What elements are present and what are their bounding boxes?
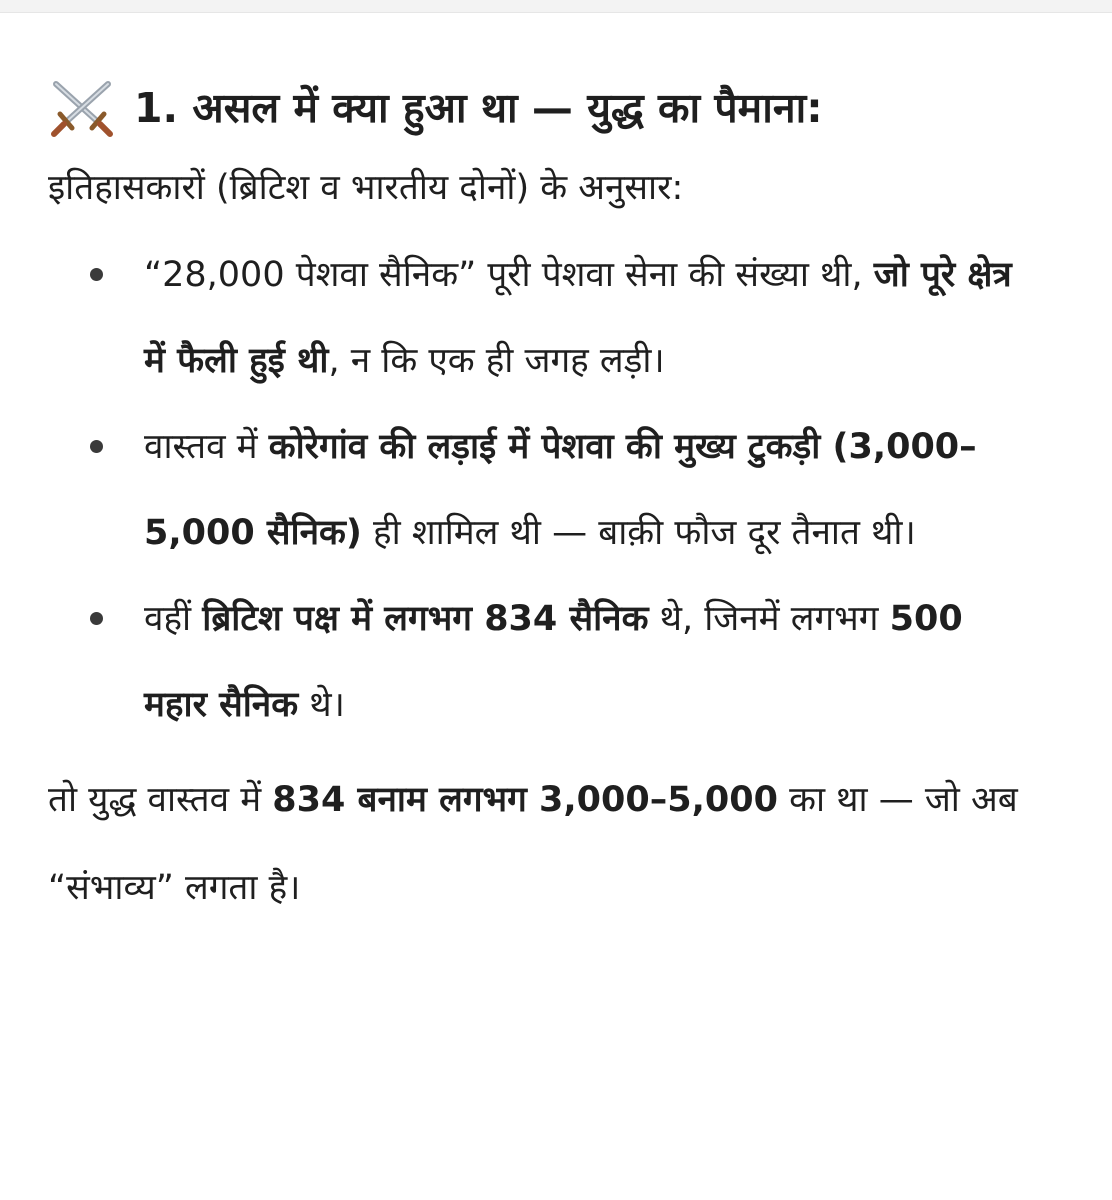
bullet-dot xyxy=(90,440,103,453)
bullet-dot xyxy=(90,612,103,625)
list-item: वास्तव में कोरेगांव की लड़ाई में पेशवा की मुख्य टुकड़ी (3,000–5,000 सैनिक) ही शामिल थी — बाक़ी फौज दूर तैनात थी। xyxy=(48,404,1024,576)
section-heading xyxy=(48,78,1068,138)
bullet-dot xyxy=(90,268,103,281)
crossed-swords-icon xyxy=(48,78,116,138)
intro-text: इतिहासकारों (ब्रिटिश व भारतीय दोनों) के अनुसार: xyxy=(48,168,684,208)
list-item: “28,000 पेशवा सैनिक” पूरी पेशवा सेना की संख्या थी, जो पूरे क्षेत्र में फैली हुई थी, न कि एक ही जगह लड़ी। xyxy=(48,232,1024,404)
conclusion-text: तो युद्ध वास्तव में 834 बनाम लगभग 3,000–5,000 का था — जो अब “संभाव्य” लगता है। xyxy=(48,780,1018,908)
section-heading-text: 1. असल में क्या हुआ था — युद्ध का पैमाना: xyxy=(134,84,823,132)
bullet-list xyxy=(48,232,1068,748)
article-content xyxy=(48,78,1068,967)
list-item: वहीं ब्रिटिश पक्ष में लगभग 834 सैनिक थे, जिनमें लगभग 500 महार सैनिक थे। xyxy=(48,576,1024,748)
top-edge-strip xyxy=(0,0,1112,13)
